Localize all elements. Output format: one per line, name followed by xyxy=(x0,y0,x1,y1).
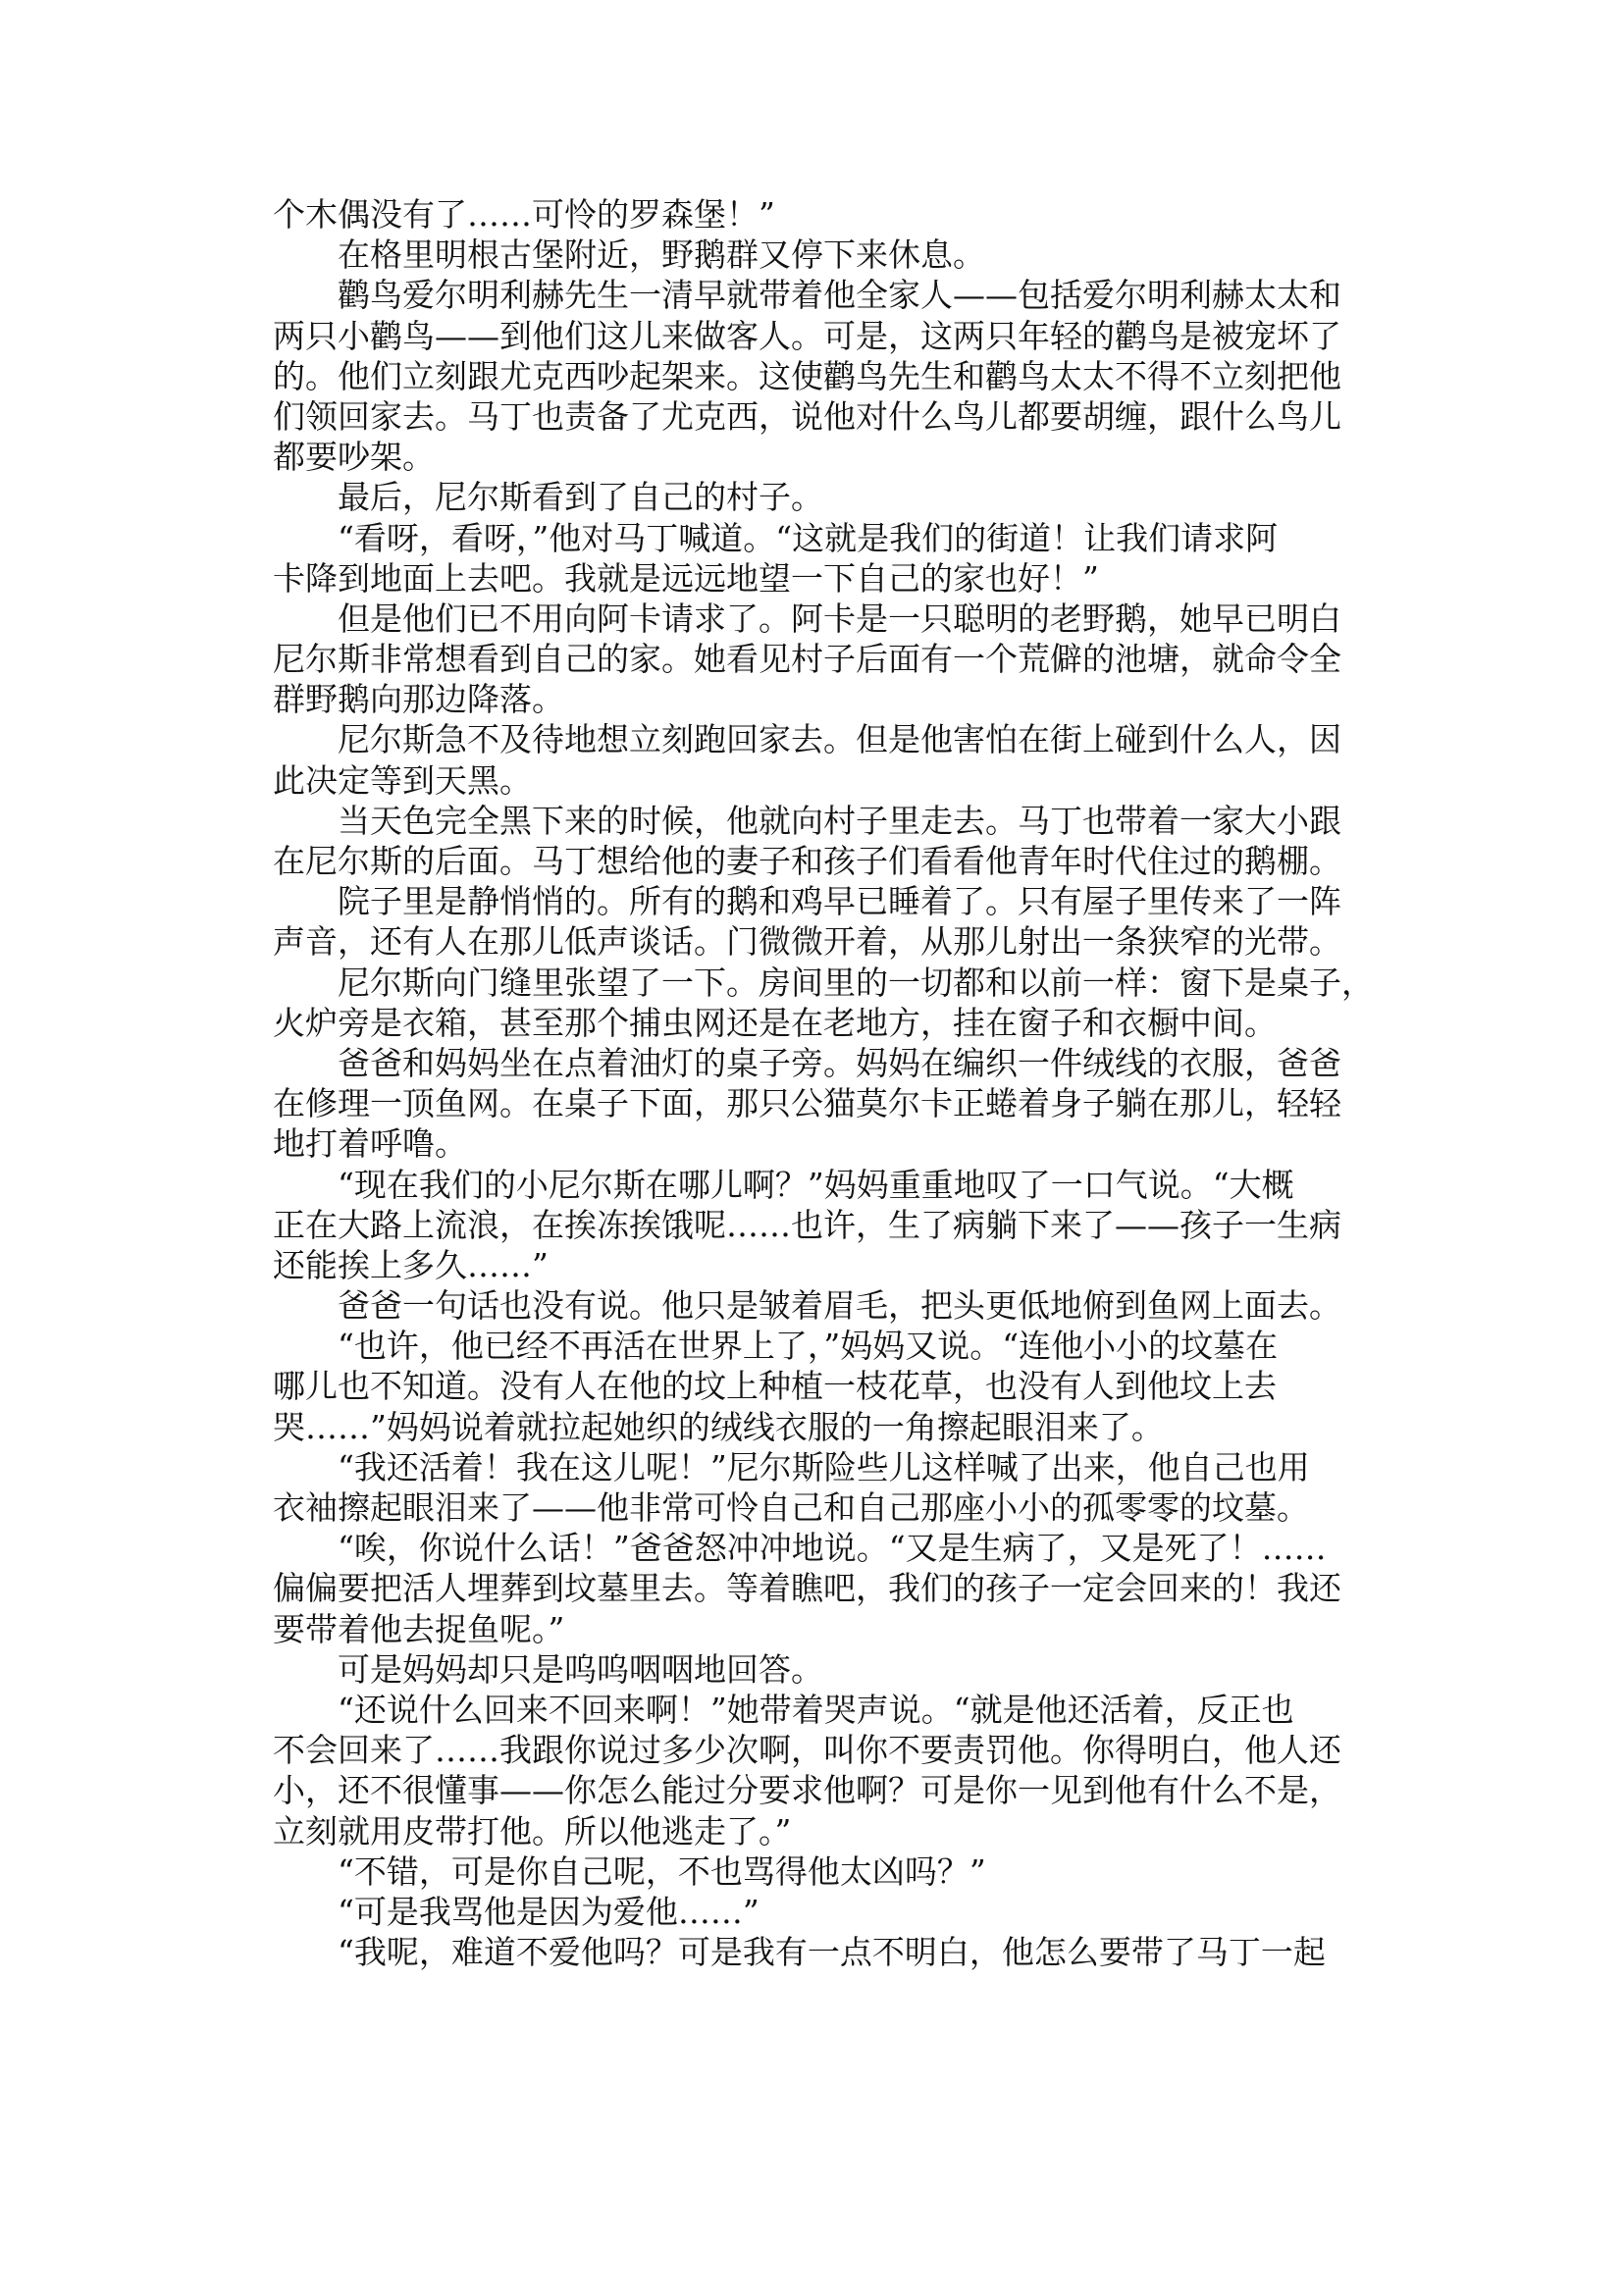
text-line: 尼尔斯非常想看到自己的家。她看见村子后面有一个荒僻的池塘，就命令全 xyxy=(273,640,1341,679)
text-line: 鹳鸟爱尔明利赫先生一清早就带着他全家人——包括爱尔明利赫太太和 xyxy=(273,276,1341,315)
text-line: 们领回家去。马丁也责备了尤克西，说他对什么鸟儿都要胡缠，跟什么鸟儿 xyxy=(273,396,1341,436)
text-line: “现在我们的小尼尔斯在哪儿啊？”妈妈重重地叹了一口气说。“大概 xyxy=(273,1165,1294,1204)
text-line: 衣袖擦起眼泪来了——他非常可怜自己和自己那座小小的孤零零的坟墓。 xyxy=(273,1488,1309,1527)
text-line: “还说什么回来不回来啊！”她带着哭声说。“就是他还活着，反正也 xyxy=(273,1690,1294,1729)
text-line: “唉，你说什么话！”爸爸怒冲冲地说。“又是生病了，又是死了！…… xyxy=(273,1529,1327,1568)
text-line: 正在大路上流浪，在挨冻挨饿呢……也许，生了病躺下来了——孩子一生病 xyxy=(273,1205,1341,1244)
text-line: 哭……”妈妈说着就拉起她织的绒线衣服的一角擦起眼泪来了。 xyxy=(273,1407,1164,1446)
text-line: 群野鹅向那边降落。 xyxy=(273,680,564,719)
text-line: 还能挨上多久……” xyxy=(273,1245,549,1284)
text-line: 爸爸一句话也没有说。他只是皱着眉毛，把头更低地俯到鱼网上面去。 xyxy=(273,1286,1341,1326)
text-line: “不错，可是你自己呢，不也骂得他太凶吗？” xyxy=(273,1851,986,1891)
text-line: 在格里明根古堡附近，野鹅群又停下来休息。 xyxy=(273,235,985,275)
body-text xyxy=(273,194,1374,1972)
text-line: 尼尔斯向门缝里张望了一下。房间里的一切都和以前一样：窗下是桌子， xyxy=(273,963,1374,1002)
text-line: 尼尔斯急不及待地想立刻跑回家去。但是他害怕在街上碰到什么人，因 xyxy=(273,720,1341,759)
text-line: 要带着他去捉鱼呢。” xyxy=(273,1609,565,1648)
text-line: 个木偶没有了……可怜的罗森堡！” xyxy=(273,195,775,234)
text-line: “可是我骂他是因为爱他……” xyxy=(273,1892,760,1931)
text-line: 都要吵架。 xyxy=(273,438,435,477)
text-line: 卡降到地面上去吧。我就是远远地望一下自己的家也好！” xyxy=(273,558,1099,598)
text-line: 立刻就用皮带打他。所以他逃走了。” xyxy=(273,1811,792,1851)
text-line: 但是他们已不用向阿卡请求了。阿卡是一只聪明的老野鹅，她早已明白 xyxy=(273,599,1341,638)
text-line: “也许，他已经不再活在世界上了，”妈妈又说。“连他小小的坟墓在 xyxy=(273,1327,1279,1366)
text-line: “我呢，难道不爱他吗？可是我有一点不明白，他怎么要带了马丁一起 xyxy=(273,1933,1326,1972)
text-line: 可是妈妈却只是呜呜咽咽地回答。 xyxy=(273,1649,823,1689)
text-line: 小，还不很懂事——你怎么能过分要求他啊？可是你一见到他有什么不是， xyxy=(273,1771,1341,1810)
text-line: “我还活着！我在这儿呢！”尼尔斯险些儿这样喊了出来，他自己也用 xyxy=(273,1447,1310,1486)
text-line: 两只小鹳鸟——到他们这儿来做客人。可是，这两只年轻的鹳鸟是被宠坏了 xyxy=(273,316,1341,355)
text-line: 火炉旁是衣箱，甚至那个捕虫网还是在老地方，挂在窗子和衣橱中间。 xyxy=(273,1003,1277,1042)
text-line: 最后，尼尔斯看到了自己的村子。 xyxy=(273,478,823,517)
text-line: “看呀，看呀，”他对马丁喊道。“这就是我们的街道！让我们请求阿 xyxy=(273,518,1279,557)
text-line: 偏偏要把活人埋葬到坟墓里去。等着瞧吧，我们的孩子一定会回来的！我还 xyxy=(273,1569,1341,1608)
text-line: 在尼尔斯的后面。马丁想给他的妻子和孩子们看看他青年时代住过的鹅棚。 xyxy=(273,842,1341,880)
text-line: 哪儿也不知道。没有人在他的坟上种植一枝花草，也没有人到他坟上去 xyxy=(273,1367,1277,1406)
text-line: 的。他们立刻跟尤克西吵起架来。这使鹳鸟先生和鹳鸟太太不得不立刻把他 xyxy=(273,356,1341,395)
text-line: 当天色完全黑下来的时候，他就向村子里走去。马丁也带着一家大小跟 xyxy=(273,801,1341,840)
text-line: 爸爸和妈妈坐在点着油灯的桌子旁。妈妈在编织一件绒线的衣服，爸爸 xyxy=(273,1043,1341,1082)
text-line: 此决定等到天黑。 xyxy=(273,760,532,800)
text-line: 院子里是静悄悄的。所有的鹅和鸡早已睡着了。只有屋子里传来了一阵 xyxy=(273,882,1341,921)
text-line: 地打着呼噜。 xyxy=(273,1124,467,1164)
text-line: 声音，还有人在那儿低声谈话。门微微开着，从那儿射出一条狭窄的光带。 xyxy=(273,922,1341,962)
text-line: 在修理一顶鱼网。在桌子下面，那只公猫莫尔卡正蜷着身子躺在那儿，轻轻 xyxy=(273,1084,1341,1123)
text-line: 不会回来了……我跟你说过多少次啊，叫你不要责罚他。你得明白，他人还 xyxy=(273,1731,1341,1770)
